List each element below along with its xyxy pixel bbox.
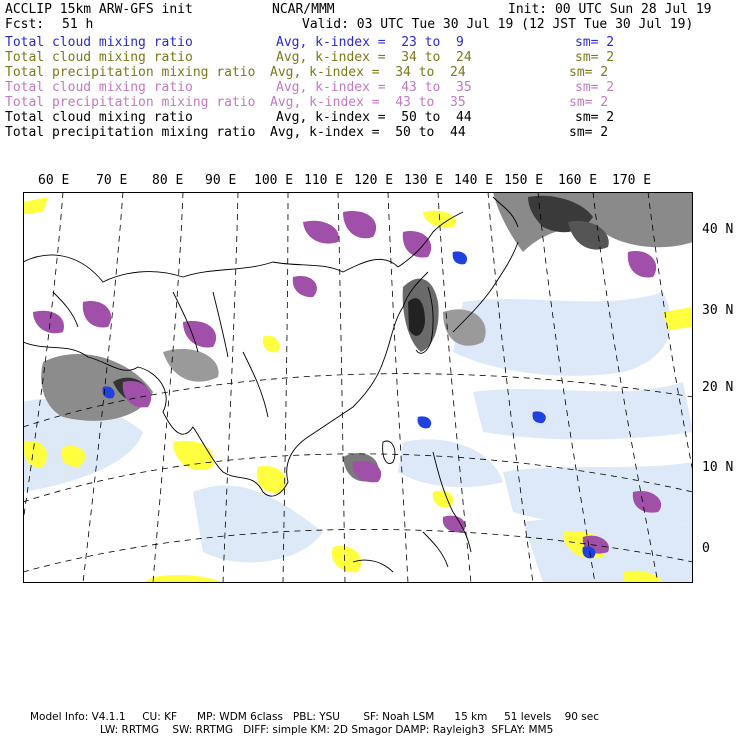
legend-field: Total precipitation mixing ratio: [5, 65, 256, 80]
lon-label: 100 E: [254, 173, 294, 188]
legend-sm: sm= 2: [569, 125, 609, 140]
lon-label: 160 E: [558, 173, 598, 188]
lon-label: 90 E: [205, 173, 237, 188]
forecast-label: Fcst:: [5, 17, 45, 32]
lon-label: 110 E: [304, 173, 344, 188]
lon-label: 130 E: [404, 173, 444, 188]
legend-avg: Avg, k-index = 34 to 24: [270, 65, 466, 80]
center-label: NCAR/MMM: [272, 2, 335, 17]
legend-sm: sm= 2: [575, 50, 615, 65]
legend-avg: Avg, k-index = 43 to 35: [270, 95, 466, 110]
valid-time: Valid: 03 UTC Tue 30 Jul 19 (12 JST Tue 30 Jul 19): [302, 17, 694, 32]
map-panel: [23, 192, 693, 583]
legend-field: Total precipitation mixing ratio: [5, 125, 256, 140]
model-info-line-1: Model Info: V4.1.1 CU: KF MP: WDM 6class PBL: YSU SF: Noah LSM 15 km 51 levels 90 sec: [30, 711, 599, 723]
lon-label: 70 E: [96, 173, 128, 188]
lat-label: 30 N: [702, 303, 734, 318]
legend-sm: sm= 2: [569, 95, 609, 110]
legend-avg: Avg, k-index = 23 to 9: [276, 35, 464, 50]
lat-label: 20 N: [702, 380, 734, 395]
model-info-line-2: LW: RRTMG SW: RRTMG DIFF: simple KM: 2D Smagor DAMP: Rayleigh3 SFLAY: MM5: [100, 724, 554, 736]
legend-avg: Avg, k-index = 50 to 44: [276, 110, 472, 125]
forecast-hour: 51 h: [62, 17, 94, 32]
legend-field: Total cloud mixing ratio: [5, 80, 193, 95]
legend-sm: sm= 2: [575, 80, 615, 95]
legend-field: Total cloud mixing ratio: [5, 35, 193, 50]
legend-sm: sm= 2: [575, 35, 615, 50]
legend-avg: Avg, k-index = 43 to 35: [276, 80, 472, 95]
lat-label: 10 N: [702, 460, 734, 475]
lat-label: 0: [702, 541, 710, 556]
lon-label: 80 E: [152, 173, 184, 188]
legend-avg: Avg, k-index = 50 to 44: [270, 125, 466, 140]
legend-field: Total cloud mixing ratio: [5, 50, 193, 65]
model-title: ACCLIP 15km ARW-GFS init: [5, 2, 193, 17]
lon-label: 60 E: [38, 173, 70, 188]
legend-sm: sm= 2: [575, 110, 615, 125]
init-time: Init: 00 UTC Sun 28 Jul 19: [508, 2, 712, 17]
legend-sm: sm= 2: [569, 65, 609, 80]
lon-label: 120 E: [354, 173, 394, 188]
lon-label: 150 E: [504, 173, 544, 188]
legend-field: Total cloud mixing ratio: [5, 110, 193, 125]
lon-label: 140 E: [454, 173, 494, 188]
lat-label: 40 N: [702, 222, 734, 237]
legend-field: Total precipitation mixing ratio: [5, 95, 256, 110]
lon-label: 170 E: [612, 173, 652, 188]
legend-avg: Avg, k-index = 34 to 24: [276, 50, 472, 65]
